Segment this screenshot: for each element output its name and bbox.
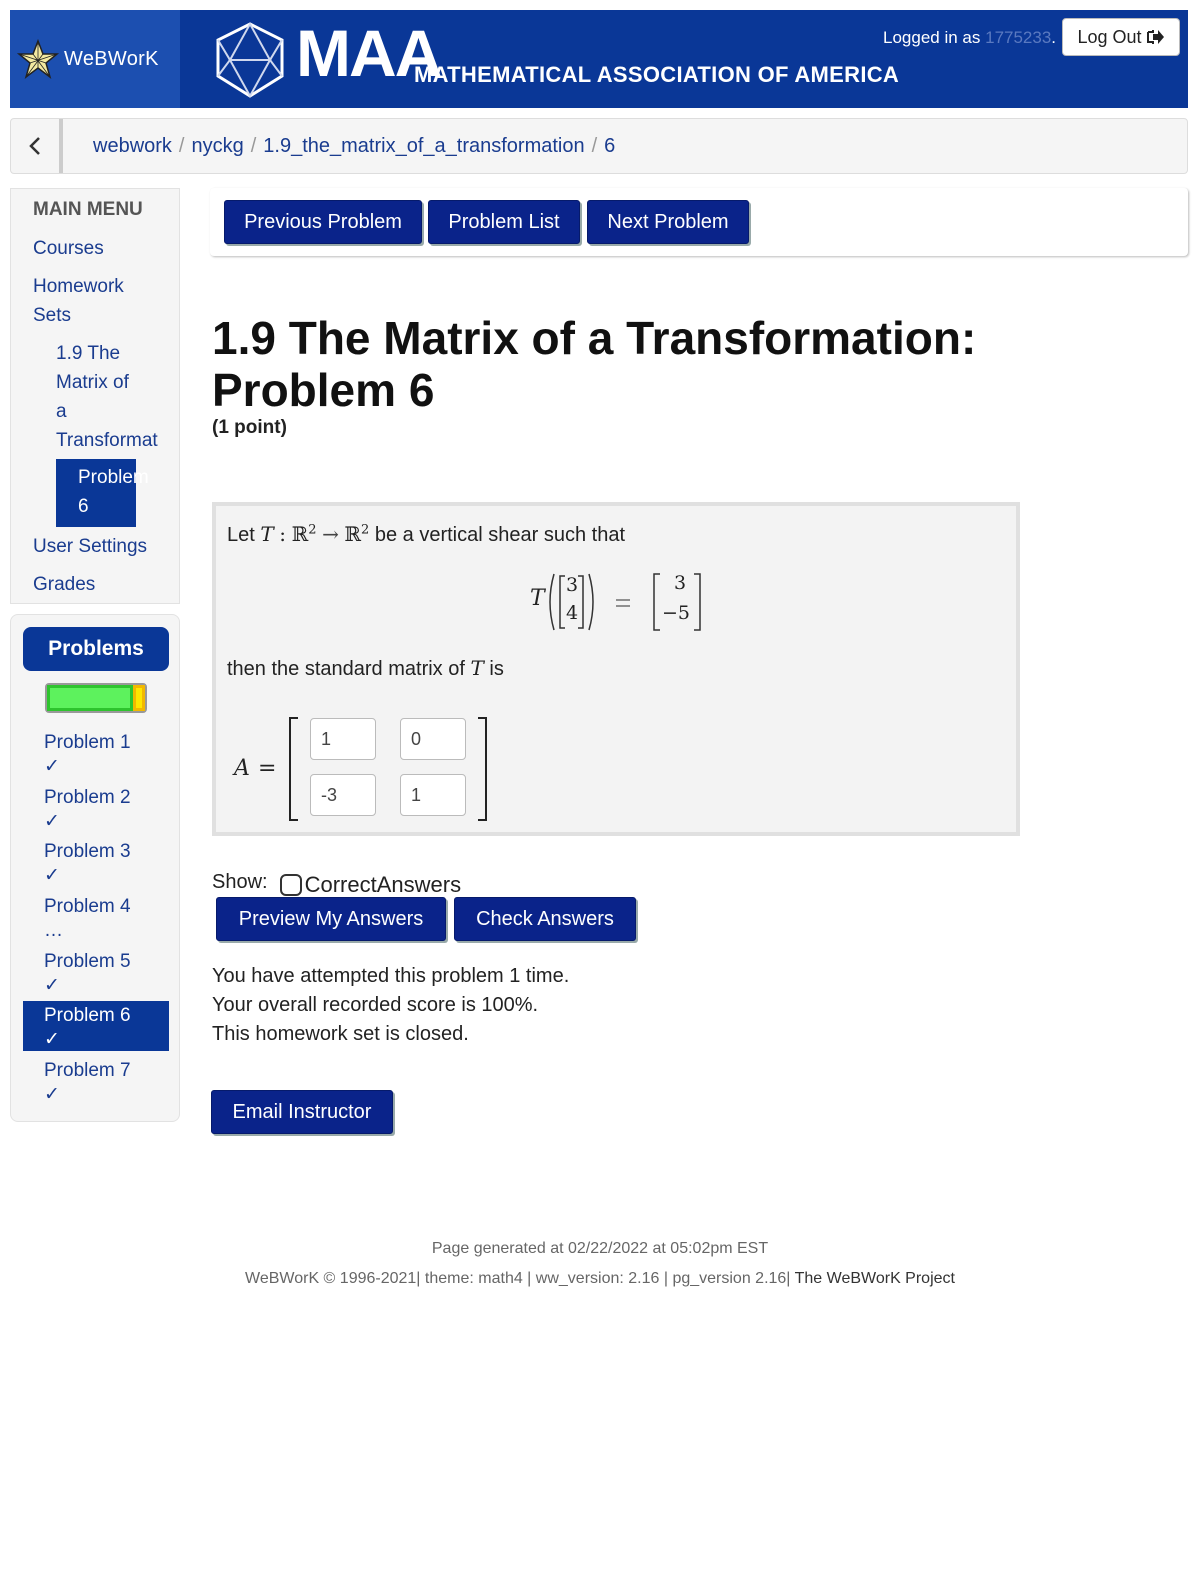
equation-brackets <box>526 570 726 634</box>
maa-full-name: MATHEMATICAL ASSOCIATION OF AMERICA <box>414 62 900 87</box>
sidebar-item-set[interactable]: 1.9 The Matrix of a Transformat <box>56 343 158 451</box>
problem-link[interactable]: Problem 5 ✓ <box>44 951 131 996</box>
maa-abbrev: MAA <box>296 16 441 90</box>
logged-in-label: Logged in as <box>883 28 981 47</box>
webwork-brand-link[interactable] <box>10 10 180 108</box>
next-problem-button[interactable]: Next Problem <box>587 200 749 244</box>
answer-input-r1c2[interactable]: 0 <box>400 718 466 760</box>
maa-icosahedron-logo-icon <box>210 20 290 100</box>
problem-statement: Let T : ℝ$^2$ → ℝ$^2$ be a vertical shear such that <box>227 522 625 546</box>
logout-label: Log Out <box>1077 26 1142 47</box>
logout-button[interactable] <box>1062 18 1180 56</box>
matrix-prompt: then the standard matrix of T is <box>227 656 504 680</box>
problem-link[interactable]: Problem 7 ✓ <box>44 1060 131 1105</box>
page-header <box>10 10 1188 108</box>
problem-link[interactable]: Problem 1 ✓ <box>44 732 131 777</box>
back-button[interactable] <box>11 119 63 173</box>
preview-answers-button[interactable]: Preview My Answers <box>216 897 446 941</box>
sidebar-item-homework-sets[interactable]: Homework Sets <box>33 276 124 326</box>
previous-problem-button[interactable]: Previous Problem <box>224 200 422 244</box>
sidebar-item-active-problem[interactable]: Problem 6 <box>56 459 136 527</box>
attempt-status <box>212 962 569 1049</box>
user-id: 1775233 <box>985 28 1052 47</box>
problem-list-button[interactable]: Problem List <box>428 200 580 244</box>
problem-nav <box>210 188 1188 256</box>
footer-version-text: WeBWorK © 1996-2021| theme: math4 | ww_version: 2.16 | pg_version 2.16| <box>245 1270 791 1287</box>
breadcrumb-item[interactable]: 6 <box>604 135 616 157</box>
correct-answers-checkbox[interactable] <box>280 874 302 896</box>
sidebar-item-user-settings[interactable]: User Settings <box>33 536 148 557</box>
problem-link[interactable]: Problem 3 ✓ <box>44 841 131 886</box>
correct-answers-label[interactable]: CorrectAnswers <box>304 872 462 897</box>
show-options <box>212 866 461 898</box>
output-vector-top: 3 <box>674 572 687 594</box>
webwork-brand-text: WeBWorK <box>64 47 159 70</box>
problem-link[interactable]: Problem 4 … <box>44 896 131 941</box>
input-vector-top: 3 <box>566 574 579 596</box>
closed-text: This homework set is closed. <box>212 1023 469 1045</box>
problem-link-active[interactable]: Problem 6 ✓ <box>23 1001 169 1051</box>
problem-points: (1 point) <box>212 417 287 438</box>
transformation-equation: T 3 4 3 −5 <box>526 570 726 634</box>
matrix-label: A <box>234 756 250 781</box>
breadcrumb-item[interactable]: nyckg <box>191 135 244 157</box>
main-menu-title: MAIN MENU <box>33 199 143 220</box>
chevron-left-icon <box>28 136 42 156</box>
problem-link[interactable]: Problem 2 ✓ <box>44 787 131 832</box>
breadcrumb-item[interactable]: 1.9_the_matrix_of_a_transformation <box>263 135 585 157</box>
page-title: 1.9 The Matrix of a Transformation: Problem 6 <box>212 312 977 416</box>
page-generated-text: Page generated at 02/22/2022 at 05:02pm EST <box>431 1240 769 1257</box>
answer-matrix: A = 1 0 -3 1 <box>234 714 494 824</box>
input-vector-bottom: 4 <box>566 602 579 624</box>
problem-body <box>212 502 1020 836</box>
attempts-text: You have attempted this problem 1 time. <box>212 965 570 987</box>
problems-panel <box>10 614 180 1122</box>
answer-input-r2c1[interactable]: -3 <box>310 774 376 816</box>
webwork-project-link[interactable]: The WeBWorK Project <box>794 1270 955 1287</box>
score-text: Your overall recorded score is 100%. <box>212 994 539 1016</box>
sidebar-item-courses[interactable]: Courses <box>33 238 104 259</box>
email-instructor-button[interactable]: Email Instructor <box>211 1090 393 1134</box>
answer-input-r2c2[interactable]: 1 <box>400 774 466 816</box>
logout-icon <box>1147 29 1165 45</box>
output-vector-bottom: −5 <box>662 602 691 624</box>
breadcrumb: webwork / nyckg / 1.9_the_matrix_of_a_transformation / 6 <box>93 135 616 157</box>
breadcrumb-bar <box>10 118 1188 174</box>
webwork-star-logo-icon <box>18 39 58 79</box>
breadcrumb-item[interactable]: webwork <box>93 135 172 157</box>
footer-version <box>0 1270 1200 1288</box>
progress-remaining <box>133 685 145 711</box>
show-label: Show: <box>212 870 268 893</box>
answer-input-r1c1[interactable]: 1 <box>310 718 376 760</box>
main-menu <box>10 188 180 604</box>
progress-bar <box>45 683 147 713</box>
sidebar-item-grades[interactable]: Grades <box>33 574 96 595</box>
progress-fill <box>47 685 133 711</box>
problems-button[interactable]: Problems <box>23 627 169 671</box>
check-answers-button[interactable]: Check Answers <box>454 897 636 941</box>
logged-in-text: Logged in as 1775233. <box>883 28 1057 47</box>
